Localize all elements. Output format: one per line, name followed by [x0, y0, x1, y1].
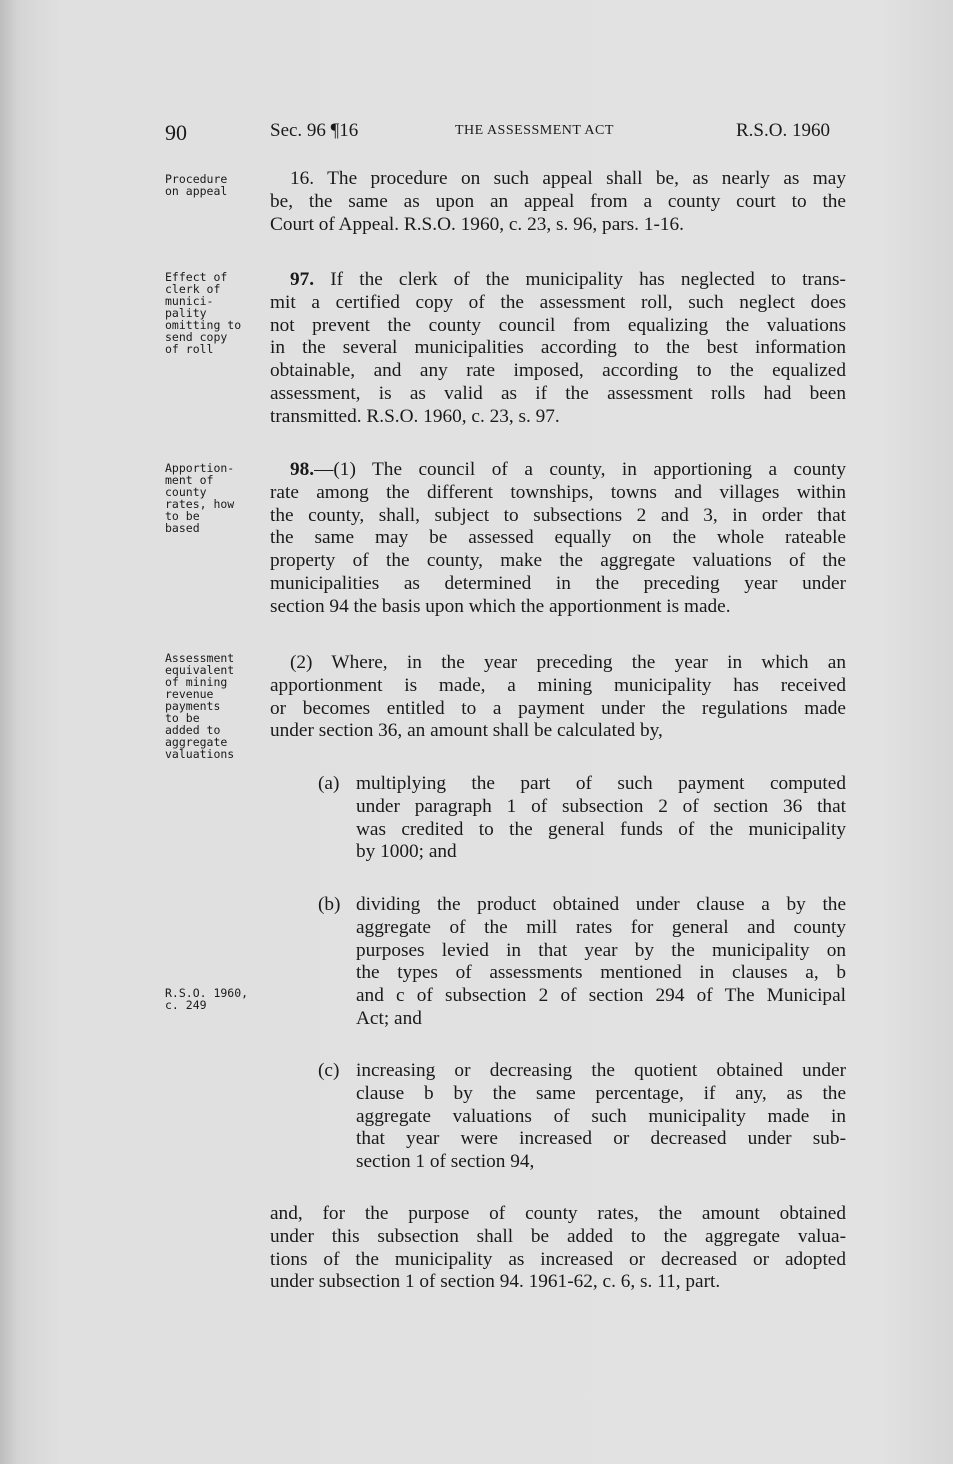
margin-note-line: valuations [165, 747, 235, 761]
text-line: 16. The procedure on such appeal shall be, as nearly as may [290, 168, 846, 189]
text-line: Act; and [356, 1007, 422, 1029]
text-fragment: —(1) The council of a county, in apportioning a county [314, 459, 846, 480]
margin-note-line: to be [165, 711, 200, 725]
text-line: tions of the municipality as increased or decreased or adopted [270, 1248, 846, 1270]
margin-note-line: added to [165, 723, 221, 737]
text-line: municipalities as determined in the preceding year under [270, 572, 846, 594]
margin-note-line: Procedure [165, 172, 228, 186]
running-header [0, 120, 953, 150]
margin-note-line: on appeal [165, 184, 228, 198]
clause-a-label: (a) [318, 773, 340, 794]
text-line: aggregate of the mill rates for general and county [356, 916, 846, 938]
text-line: under paragraph 1 of subsection 2 of section 36 that [356, 795, 846, 817]
text-line: assessment, is as valid as if the assessment rolls had been [270, 382, 846, 404]
text-line: was credited to the general funds of the municipality [356, 818, 846, 840]
margin-note-mining [165, 652, 265, 760]
text-line: the same may be assessed equally on the whole rateable [270, 527, 846, 549]
text-line: that year were increased or decreased under sub- [356, 1128, 846, 1150]
text-line: dividing the product obtained under clause a by the [356, 894, 846, 915]
text-line: or becomes entitled to a payment under the regulations made [270, 697, 846, 719]
text-line: section 1 of section 94, [356, 1151, 535, 1173]
text-line: by 1000; and [356, 841, 457, 863]
section-97 [270, 269, 846, 429]
clause-c-label: (c) [318, 1060, 340, 1081]
margin-note-line: c. 249 [165, 998, 207, 1012]
margin-note-line: munici- [165, 294, 214, 308]
margin-note-line: pality [165, 306, 207, 320]
section-98-1 [270, 459, 846, 619]
margin-note-line: omitting to [165, 318, 242, 332]
text-line: purposes levied in that year by the municipality on [356, 939, 846, 961]
margin-note-line: R.S.O. 1960, [165, 986, 249, 1000]
section-reference: Sec. 96 ¶16 [270, 120, 359, 141]
text-fragment: If the clerk of the municipality has neglected to trans- [330, 269, 846, 290]
section-number: 98. [290, 459, 315, 480]
text-line: apportionment is made, a mining municipality has received [270, 674, 846, 696]
section-16 [270, 168, 846, 236]
text-line: transmitted. R.S.O. 1960, c. 23, s. 97. [270, 405, 560, 427]
text-line: (2) Where, in the year preceding the year in which an [290, 652, 846, 673]
text-line: the county, shall, subject to subsections 2 and 3, in order that [270, 504, 846, 526]
text-line: in the several municipalities according to the best information [270, 337, 846, 359]
text-line: increasing or decreasing the quotient obtained under [356, 1060, 846, 1081]
text-line: under subsection 1 of section 94. 1961-62, c. 6, s. 11, part. [270, 1271, 721, 1293]
margin-note-line: of roll [165, 342, 214, 356]
margin-note-line: county [165, 485, 207, 499]
text-line: and, for the purpose of county rates, the amount obtained [270, 1203, 846, 1224]
margin-note-line: Assessment [165, 651, 235, 665]
margin-note-line: revenue [165, 687, 214, 701]
text-line: the types of assessments mentioned in clauses a, b [356, 962, 846, 984]
text-line: rate among the different townships, towns and villages within [270, 481, 846, 503]
clause-b [356, 894, 846, 1031]
clause-b-label: (b) [318, 894, 341, 915]
clause-a [356, 773, 846, 864]
text-line: and c of subsection 2 of section 294 of The Municipal [356, 985, 846, 1007]
text-line: section 94 the basis upon which the apportionment is made. [270, 595, 731, 617]
text-line [270, 459, 846, 482]
act-title: THE ASSESSMENT ACT [455, 123, 614, 138]
text-line: under section 36, an amount shall be calculated by, [270, 720, 663, 742]
text-line: multiplying the part of such payment computed [356, 773, 846, 794]
margin-note-line: rates, how [165, 497, 235, 511]
section-number: 97. [290, 269, 315, 290]
margin-note-clerk [165, 271, 265, 355]
margin-note-line: to be [165, 509, 200, 523]
text-line: Court of Appeal. R.S.O. 1960, c. 23, s. 96, pars. 1-16. [270, 213, 684, 235]
margin-note-line: ment of [165, 473, 214, 487]
statute-citation: R.S.O. 1960 [736, 120, 830, 141]
margin-note-rso [165, 987, 265, 1011]
text-line: aggregate valuations of such municipality made in [356, 1105, 846, 1127]
margin-note-line: payments [165, 699, 221, 713]
text-line: property of the county, make the aggregate valuations of the [270, 550, 846, 572]
margin-note-line: Effect of [165, 270, 228, 284]
margin-note-line: based [165, 521, 200, 535]
margin-note-line: Apportion- [165, 461, 235, 475]
closing-paragraph [270, 1203, 846, 1294]
margin-note-line: clerk of [165, 282, 221, 296]
text-line: obtainable, and any rate imposed, according to the equalized [270, 360, 846, 382]
margin-note-line: of mining [165, 675, 228, 689]
margin-note-apportionment [165, 462, 265, 534]
section-98-2 [270, 652, 846, 743]
text-line: mit a certified copy of the assessment roll, such neglect does [270, 291, 846, 313]
margin-note-procedure [165, 173, 265, 197]
page-number: 90 [165, 120, 187, 145]
text-line: clause b by the same percentage, if any, as the [356, 1082, 846, 1104]
text-line: be, the same as upon an appeal from a county court to the [270, 190, 846, 212]
margin-note-line: aggregate [165, 735, 228, 749]
margin-note-line: equivalent [165, 663, 235, 677]
text-line: not prevent the county council from equalizing the valuations [270, 314, 846, 336]
margin-note-line: send copy [165, 330, 228, 344]
clause-c [356, 1060, 846, 1174]
text-line: under this subsection shall be added to the aggregate valua- [270, 1225, 846, 1247]
text-line [270, 269, 846, 292]
